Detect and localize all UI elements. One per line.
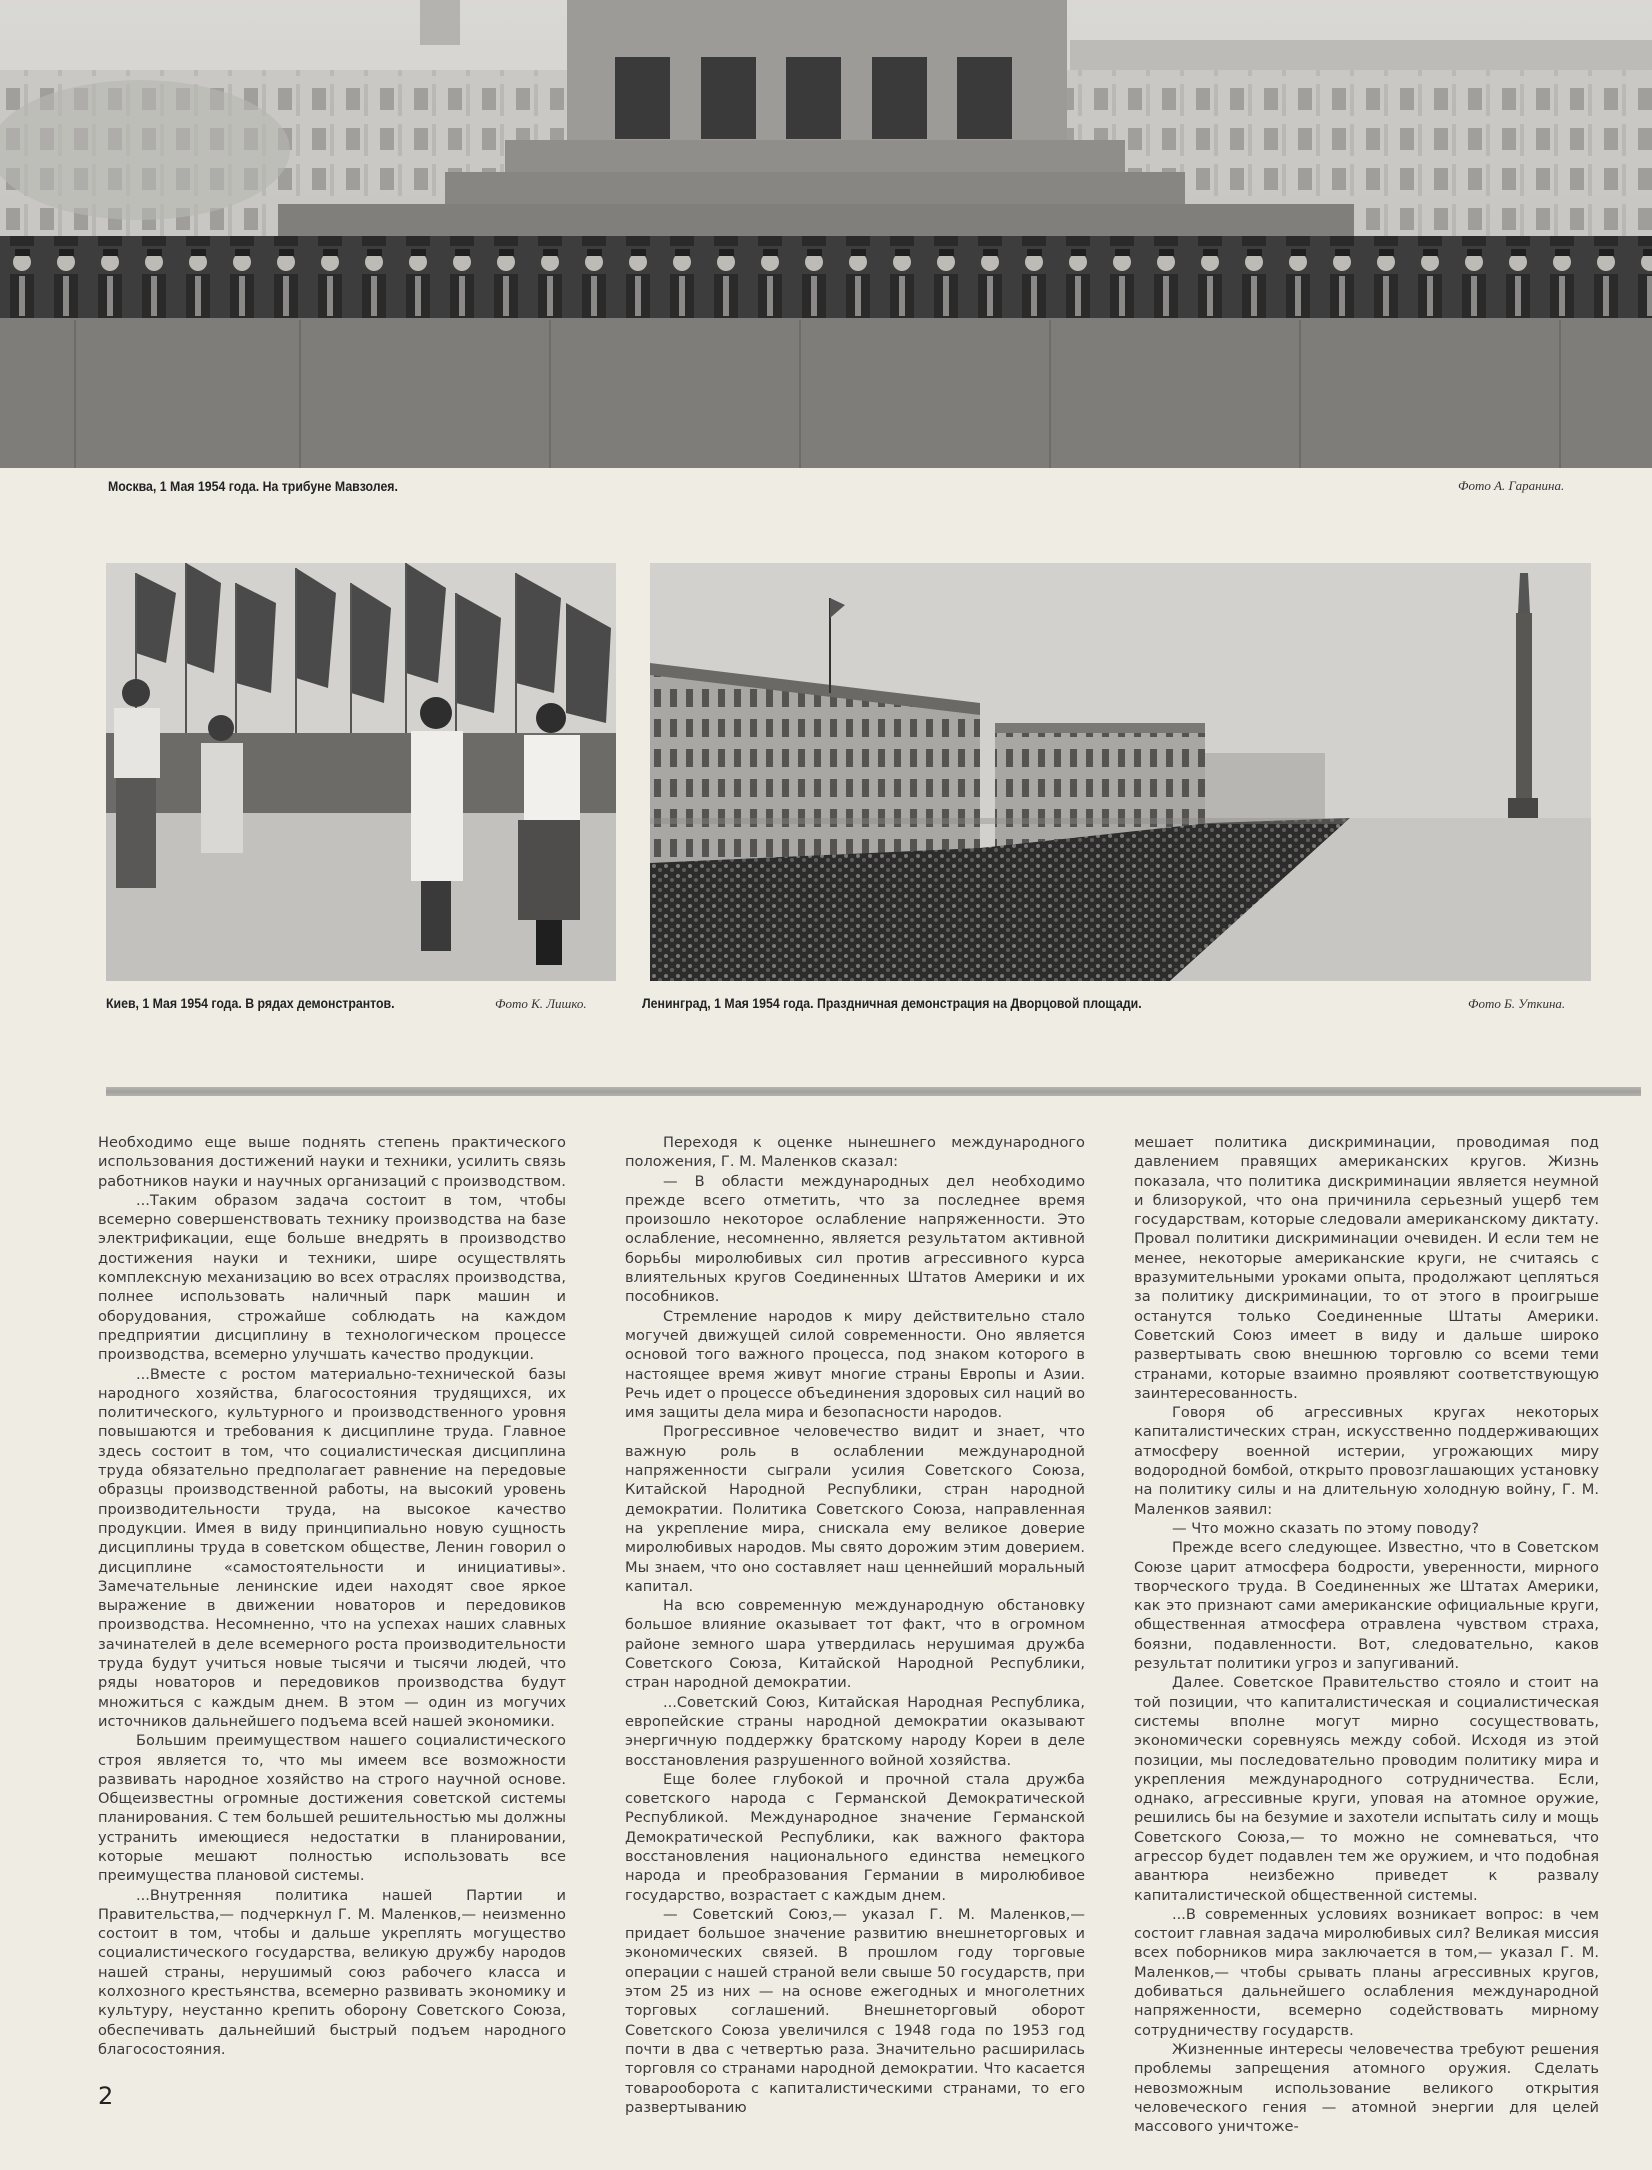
kiev-demonstration-photo: [106, 563, 616, 981]
article-paragraph: Переходя к оценке нынешнего международного положения, Г. М. Маленков сказал:: [625, 1134, 1085, 1171]
moscow-photo-credit: Фото А. Гаранина.: [1458, 478, 1565, 493]
kiev-photo-caption: Киев, 1 Мая 1954 года. В рядах демонстрантов.: [106, 995, 395, 1011]
article-paragraph: Прогрессивное человечество видит и знает, что важную роль в ослаблении международной напряженности сыграли усилия Советского Союза, Китайской Народной Республики, стран народной демократии. Политика Советского Союза, направленная на укрепление мира, снискала ему великое доверие миролюбивых народов. Мы свято дорожим этим доверием. Мы знаем, что оно составляет наш ценнейший моральный капитал.: [625, 1423, 1085, 1595]
kiev-photo-credit: Фото К. Лишко.: [495, 996, 587, 1011]
article-paragraph: ...Таким образом задача состоит в том, чтобы всемерно совершенствовать технику производства на базе электрификации, еще больше внедрять в производство достижения науки и техники, шире осуществлять комплексную механизацию во всех отраслях производства, полнее использовать наличный парк машин и оборудования, строжайше соблюдать на каждом предприятии дисциплину в технологическом процессе производства, всемерно улучшать качество продукции.: [98, 1191, 566, 1364]
article-paragraph: Еще более глубокой и прочной стала дружба советского народа с Германской Демократической Республикой. Международное значение Германской Демократической Республики, как важного фактора восстановления национального единства немецкого народа и преобразования Германии в миролюбивое государство, возрастает с каждым днем.: [625, 1770, 1085, 1904]
article-paragraph: Большим преимуществом нашего социалистического строя является то, что мы имеем все возможности развивать народное хозяйство на строго научной основе. Общеизвестны огромные достижения советской системы планирования. С тем большей решительностью мы должны устранить имеющиеся недостатки в планировании, которые мешают полностью использовать все преимущества плановой системы.: [98, 1732, 566, 1885]
article-paragraph: Далее. Советское Правительство стояло и стоит на той позиции, что капиталистическая и социалистическая системы вполне могут мирно сосуществовать, экономически соревнуясь между собой. Исходя из этой позиции, мы последовательно проводим политику мира и укрепления международного сотрудничества. Если, однако, агрессивные круги, уповая на атомное оружие, решились бы на безумие и захотели испытать силу и мощь Советского Союза,— то можно не сомневаться, что агрессор будет подавлен тем же оружием, и что подобная авантюра неизбежно приведет к развалу капиталистической общественной системы.: [1134, 1674, 1599, 1904]
article-column-2: [625, 1133, 1085, 2117]
leningrad-photo-credit: Фото Б. Уткина.: [1468, 996, 1566, 1011]
kiev-demonstration-image: [106, 563, 616, 981]
article-paragraph: На всю современную международную обстановку большое влияние оказывает тот факт, что в огромном районе земного шара утвердилась нерушимая дружба Советского Союза, Китайской Народной Республики, стран народной демократии.: [625, 1597, 1085, 1692]
article-column-1: [98, 1133, 566, 2059]
article-paragraph: ...Вместе с ростом материально-технической базы народного хозяйства, благосостояния трудящихся, их политического, культурного и производственного уровня повышаются и требования к дисциплине труда. Главное здесь состоит в том, что социалистическая дисциплина труда обязательно предполагает равнение на передовые образцы производственной работы, на высокий уровень производительности труда, на высокое качество продукции. Имея в виду принципиально новую сущность дисциплины труда в советском обществе, Ленин говорил о дисциплине «самостоятельности и инициативы». Замечательные ленинские идеи находят свое яркое выражение в движении новаторов и передовиков производства. Несомненно, что на успехах наших славных зачинателей в деле всемерного роста производительности труда будут учиться новые тысячи и тысячи людей, что ряды новаторов и передовиков производства будут множиться с каждым днем. В этом — один из могучих источников дальнейшего подъема всей нашей экономики.: [98, 1365, 566, 1730]
article-paragraph: Необходимо еще выше поднять степень практического использования достижений науки и техники, усилить связь работников науки и научных организаций с производством.: [98, 1134, 566, 1190]
article-paragraph: Прежде всего следующее. Известно, что в Советском Союзе царит атмосфера бодрости, уверенности, мирного творческого труда. В Соединенных же Штатах Америки, как это признают сами американские официальные круги, общественная атмосфера отравлена чувством страха, боязни, подавленности. Вот, следовательно, каков результат политики угроз и запугиваний.: [1134, 1539, 1599, 1673]
article-paragraph: Жизненные интересы человечества требуют решения проблемы запрещения атомного оружия. Сделать невозможным использование великого открытия человеческого гения — атомной энергии для целей массового уничтоже-: [1134, 2040, 1599, 2136]
article-paragraph: ...В современных условиях возникает вопрос: в чем состоит главная задача миролюбивых сил? Великая миссия всех поборников мира заключается в том,— указал Г. М. Маленков,— чтобы срывать планы агрессивных кругов, добиваться дальнейшего ослабления международной напряженности, всемерно содействовать мирному сотрудничеству государств.: [1134, 1905, 1599, 2039]
article-column-3: [1134, 1133, 1599, 2136]
mausoleum-tribune-image: [0, 0, 1652, 468]
article-paragraph: ...Внутренняя политика нашей Партии и Правительства,— подчеркнул Г. М. Маленков,— неизменно состоит в том, чтобы и дальше укреплять могущество социалистического государства, великую дружбу народов нашей страны, нерушимый союз рабочего класса и колхозного крестьянства, всемерно развивать экономику и культуру, неустанно крепить оборону Советского Союза, обеспечивать дальнейший быстрый подъем народного благосостояния.: [98, 1886, 566, 2058]
leningrad-photo-caption: Ленинград, 1 Мая 1954 года. Праздничная демонстрация на Дворцовой площади.: [642, 995, 1142, 1011]
palace-square-image: [650, 563, 1591, 981]
page-number: 2: [98, 2082, 114, 2110]
article-paragraph: ...Советский Союз, Китайская Народная Республика, европейские страны народной демократии оказывают энергичную поддержку братскому народу Кореи в деле восстановления разрушенного войной хозяйства.: [625, 1693, 1085, 1769]
article-paragraph: Стремление народов к миру действительно стало могучей движущей силой современности. Оно является основой того важного процесса, под знаком которого в настоящее время живут многие страны Европы и Азии. Речь идет о процессе объединения здоровых сил наций во имя защиты дела мира и безопасности народов.: [625, 1307, 1085, 1422]
mausoleum-tribune-photo: [0, 0, 1652, 468]
article-paragraph: — В области международных дел необходимо прежде всего отметить, что за последнее время произошло некоторое ослабление напряженности. Это ослабление, несомненно, является результатом активной борьбы миролюбивых сил против агрессивного курса влиятельных кругов Соединенных Штатов Америки и их пособников.: [625, 1172, 1085, 1306]
palace-square-photo: [650, 563, 1591, 981]
section-divider: [106, 1087, 1641, 1096]
article-paragraph: — Что можно сказать по этому поводу?: [1172, 1519, 1480, 1537]
article-paragraph: мешает политика дискриминации, проводимая под давлением правящих американских кругов. Жизнь показала, что политика дискриминации является неумной и близорукой, что она причинила серьезный ущерб тем государствам, которые следовали американскому диктату. Провал политики дискриминации очевиден. И если тем не менее, некоторые американские круги, не считаясь с вразумительными уроками опыта, продолжают цепляться за политику дискриминации, то от этого в проигрыше останутся только Соединенные Штаты Америки. Советский Союз имеет в виду и дальше широко развертывать свою внешнюю торговлю со всеми теми странами, которые взаимно проявляют соответствующую заинтересованность.: [1134, 1134, 1599, 1402]
article-paragraph: Говоря об агрессивных кругах некоторых капиталистических стран, искусственно поддерживающих атмосферу военной истерии, угрожающих миру водородной бомбой, открыто провозглашающих установку на политику силы и на длительную холодную войну, Г. М. Маленков заявил:: [1134, 1404, 1599, 1518]
moscow-photo-caption: Москва, 1 Мая 1954 года. На трибуне Мавзолея.: [108, 478, 398, 494]
article-paragraph: — Советский Союз,— указал Г. М. Маленков,— придает большое значение развитию внешнеторговых и экономических связей. В прошлом году торговые операции с нашей страной вели свыше 50 государств, при этом 25 из них — на основе ежегодных и многолетних торговых соглашений. Внешнеторговый оборот Советского Союза увеличился с 1948 года по 1953 год почти в два с четвертью раза. Значительно расширилась торговля со странами народной демократии. Что касается товарооборота с капиталистическими странами, то его развертыванию: [625, 1905, 1085, 2116]
